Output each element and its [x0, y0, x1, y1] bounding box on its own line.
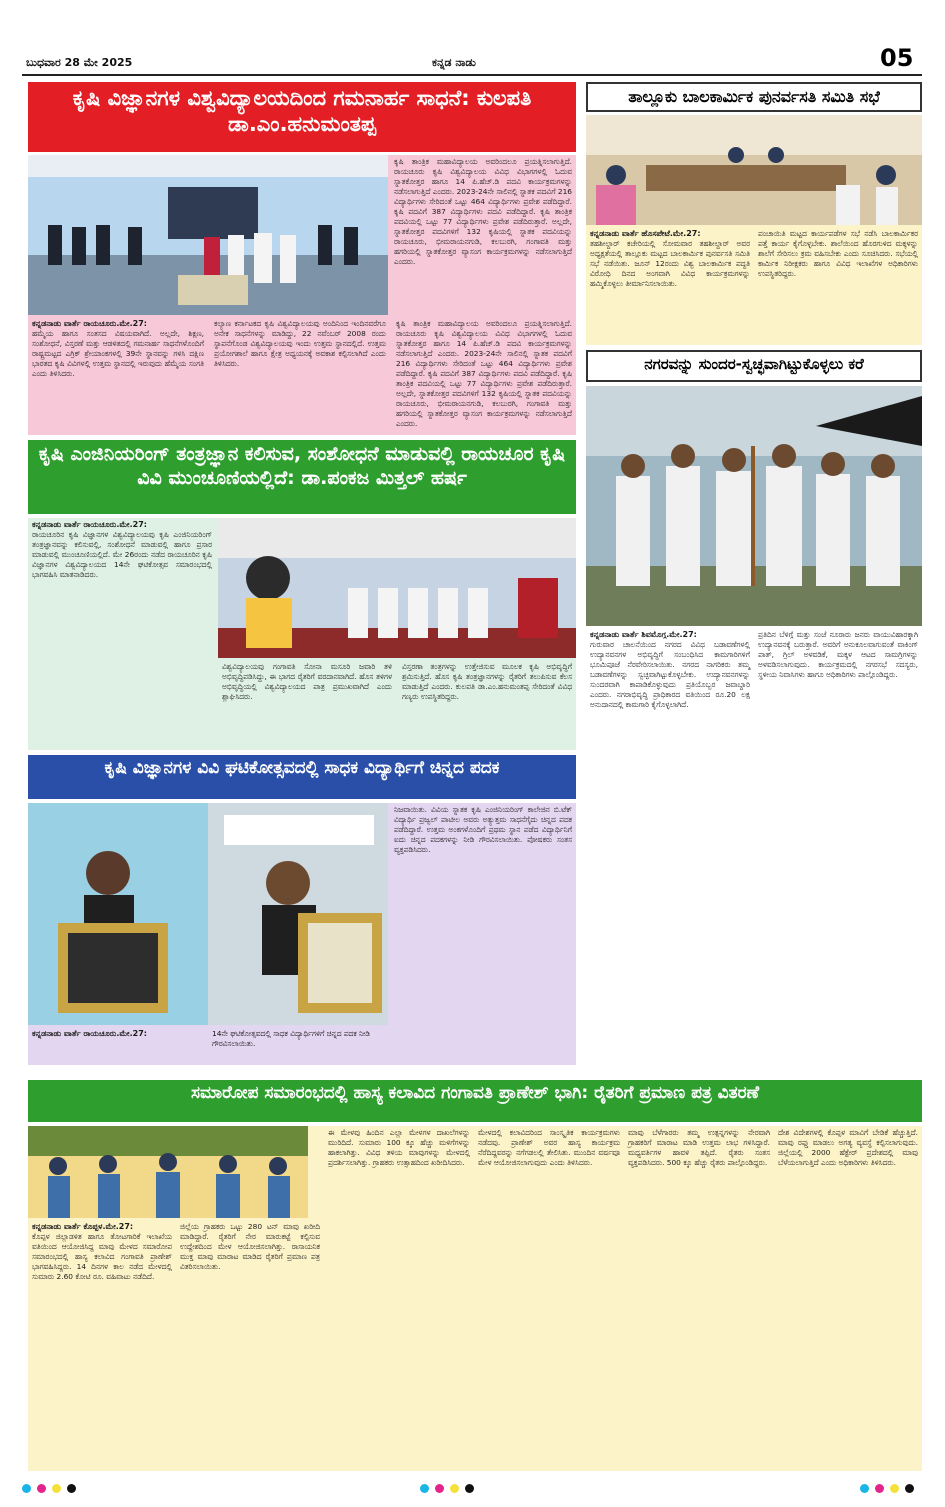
story1-col4: ಕೃಷಿ ತಾಂತ್ರಿಕ ಮಹಾವಿದ್ಯಾಲಯ ಅವರಿಂದಲೂ ಪ್ರಯತ್ನಿಸಲಾಗುತ್ತಿದೆ. ರಾಯಚೂರು ಕೃಷಿ ವಿಶ್ವವಿದ್ಯಾಲಯ ವಿವಿಧ ವಿಭಾಗಗಳಲ್ಲಿ ಓದುವ ಸ್ನಾತಕೋತ್ತರ ಹಾಗೂ 14 ಪಿ.ಹೆಚ್.ಡಿ ಪದವಿ ಕಾರ್ಯಕ್ರಮಗಳನ್ನು ನಡೆಸಲಾಗುತ್ತಿದೆ ಎಂದರು. 2023-24ನೇ ಸಾಲಿನಲ್ಲಿ ಸ್ನಾತಕ ಪದವಿಗೆ 216 ವಿದ್ಯಾರ್ಥಿಗಳು ಸೇರಿದಂತೆ ಒಟ್ಟು 464 ವಿದ್ಯಾರ್ಥಿಗಳು ಪ್ರವೇಶ ಪಡೆದಿದ್ದಾರೆ. ಕೃಷಿ ಪದವಿಗೆ 387 ವಿದ್ಯಾರ್ಥಿಗಳು ಪದವಿ ಪಡೆದಿದ್ದಾರೆ. ಕೃಷಿ ತಾಂತ್ರಿಕ ಪದವಿಯಲ್ಲಿ ಒಟ್ಟು 77 ವಿದ್ಯಾರ್ಥಿಗಳು ಪ್ರವೇಶ ಪಡೆದಿರುತ್ತಾರೆ. ಅಲ್ಲದೇ, ಸ್ನಾತಕೋತ್ತರ ಪದವಿಗಳಿಗೆ 132 ಕೃಷಿಯಲ್ಲಿ ಸ್ನಾತಕ ಪದವಿಯನ್ನು ರಾಯಚೂರು, ಭೀಮರಾಯನಗುಡಿ, ಕಲಬುರಗಿ, ಗಂಗಾವತಿ ಮತ್ತು ಹಗರಿಯಲ್ಲಿ ಸ್ನಾತಕೋತ್ತರ ವ್ಯಾಸಂಗ ಕಾರ್ಯಕ್ರಮಗಳನ್ನು ನಡೆಸಲಾಗುತ್ತಿದೆ ಎಂದರು.: [396, 319, 572, 428]
story6-panel: [28, 1126, 922, 1471]
story1-col1: ಕೃಷಿ ತಾಂತ್ರಿಕ ಮಹಾವಿದ್ಯಾಲಯ ಅವರಿಂದಲೂ ಪ್ರಯತ್ನಿಸಲಾಗುತ್ತಿದೆ. ರಾಯಚೂರು ಕೃಷಿ ವಿಶ್ವವಿದ್ಯಾಲಯ ವಿವಿಧ ವಿಭಾಗಗಳಲ್ಲಿ ಓದುವ ಸ್ನಾತಕೋತ್ತರ ಹಾಗೂ 14 ಪಿ.ಹೆಚ್.ಡಿ ಪದವಿ ಕಾರ್ಯಕ್ರಮಗಳನ್ನು ನಡೆಸಲಾಗುತ್ತಿದೆ ಎಂದರು. 2023-24ನೇ ಸಾಲಿನಲ್ಲಿ ಸ್ನಾತಕ ಪದವಿಗೆ 216 ವಿದ್ಯಾರ್ಥಿಗಳು ಸೇರಿದಂತೆ ಒಟ್ಟು 464 ವಿದ್ಯಾರ್ಥಿಗಳು ಪ್ರವೇಶ ಪಡೆದಿದ್ದಾರೆ. ಕೃಷಿ ಪದವಿಗೆ 387 ವಿದ್ಯಾರ್ಥಿಗಳು ಪದವಿ ಪಡೆದಿದ್ದಾರೆ. ಕೃಷಿ ತಾಂತ್ರಿಕ ಪದವಿಯಲ್ಲಿ ಒಟ್ಟು 77 ವಿದ್ಯಾರ್ಥಿಗಳು ಪ್ರವೇಶ ಪಡೆದಿರುತ್ತಾರೆ. ಅಲ್ಲದೇ, ಸ್ನಾತಕೋತ್ತರ ಪದವಿಗಳಿಗೆ 132 ಕೃಷಿಯಲ್ಲಿ ಸ್ನಾತಕ ಪದವಿಯನ್ನು ರಾಯಚೂರು, ಭೀಮರಾಯನಗುಡಿ, ಕಲಬುರಗಿ, ಗಂಗಾವತಿ ಮತ್ತು ಹಗರಿಯಲ್ಲಿ ಸ್ನಾತಕೋತ್ತರ ವ್ಯಾಸಂಗ ಕಾರ್ಯಕ್ರಮಗಳನ್ನು ನಡೆಸಲಾಗುತ್ತಿದೆ ಎಂದರು.: [394, 157, 572, 266]
story6-col2: ಜಿಲ್ಲೆಯ ಗ್ರಾಹಕರು ಒಟ್ಟು 280 ಟನ್ ಮಾವು ಖರೀದಿ ಮಾಡಿದ್ದಾರೆ. ರೈತರಿಗೆ ನೇರ ಮಾರುಕಟ್ಟೆ ಕಲ್ಪಿಸುವ ಉದ್ದೇಶದಿಂದ ಮೇಳ ಆಯೋಜಿಸಲಾಗಿತ್ತು. ರಾಸಾಯನಿಕ ಮುಕ್ತ ಮಾವು ಮಾರಾಟ ಮಾಡಿದ ರೈತರಿಗೆ ಪ್ರಮಾಣ ಪತ್ರ ವಿತರಿಸಲಾಯಿತು.: [180, 1222, 320, 1271]
story6-col5: ಮಾವು ಬೆಳೆಗಾರರು ತಮ್ಮ ಉತ್ಪನ್ನಗಳನ್ನು ನೇರವಾಗಿ ಗ್ರಾಹಕರಿಗೆ ಮಾರಾಟ ಮಾಡಿ ಉತ್ತಮ ಲಾಭ ಗಳಿಸಿದ್ದಾರೆ. ಮಧ್ಯವರ್ತಿಗಳ ಹಾವಳಿ ತಪ್ಪಿದೆ. ರೈತರು ಸಂತಸ ವ್ಯಕ್ತಪಡಿಸಿದರು. 500 ಕ್ಕೂ ಹೆಚ್ಚು ರೈತರು ಪಾಲ್ಗೊಂಡಿದ್ದರು.: [628, 1128, 770, 1167]
story1-col2: [28, 317, 208, 435]
story2-col1: [586, 227, 754, 345]
page-number: 05: [880, 44, 914, 72]
story1-photo: [28, 155, 388, 315]
story3-headline: ನಗರವನ್ನು ಸುಂದರ-ಸ್ವಚ್ಛವಾಗಿಟ್ಟುಕೊಳ್ಳಲು ಕರೆ: [586, 350, 922, 382]
story4-byline: ಕನ್ನಡನಾಡು ವಾರ್ತೆ ರಾಯಚೂರು.ಮೇ.27:: [32, 520, 147, 529]
story1-panel: [28, 155, 576, 435]
cyan-dot: [22, 1484, 31, 1493]
story5-photo-art: [28, 803, 388, 1025]
cyan-dot: [860, 1484, 869, 1493]
story5-caption: 14ನೇ ಘಟಿಕೋತ್ಸವದಲ್ಲಿ ಸಾಧಕ ವಿದ್ಯಾರ್ಥಿಗಳಿಗೆ ಚಿನ್ನದ ಪದಕ ನೀಡಿ ಗೌರವಿಸಲಾಯಿತು.: [212, 1029, 370, 1048]
story6-col6: ದೇಶ ವಿದೇಶಗಳಲ್ಲಿ ಕೊಪ್ಪಳ ಮಾವಿಗೆ ಬೇಡಿಕೆ ಹೆಚ್ಚುತ್ತಿದೆ. ಮಾವು ರಫ್ತು ಮಾಡಲು ಅಗತ್ಯ ವ್ಯವಸ್ಥೆ ಕಲ್ಪಿಸಲಾಗುವುದು. ಜಿಲ್ಲೆಯಲ್ಲಿ 2000 ಹೆಕ್ಟೇರ್ ಪ್ರದೇಶದಲ್ಲಿ ಮಾವು ಬೆಳೆಯಲಾಗುತ್ತಿದೆ ಎಂದು ಅಧಿಕಾರಿಗಳು ತಿಳಿಸಿದರು.: [778, 1128, 918, 1167]
yellow-dot: [52, 1484, 61, 1493]
story1-photo-art: [28, 155, 388, 315]
story2-photo: [586, 115, 922, 225]
story2-byline: ಕನ್ನಡನಾಡು ವಾರ್ತೆ ಹೊಸಪೇಟೆ.ಮೇ.27:: [590, 229, 701, 238]
story3-col1: [586, 628, 754, 1066]
magenta-dot: [435, 1484, 444, 1493]
registration-marks-left: [22, 1484, 76, 1493]
story2-headline: ತಾಲ್ಲೂಕು ಬಾಲಕಾರ್ಮಿಕ ಪುನರ್ವಸತಿ ಸಮಿತಿ ಸಭೆ: [586, 82, 922, 112]
story2-panel: [586, 115, 922, 345]
story6-photo-art: [28, 1126, 308, 1218]
story4-photo-art: [218, 518, 576, 658]
magenta-dot: [37, 1484, 46, 1493]
story6-photo: [28, 1126, 308, 1218]
story2-photo-art: [586, 115, 922, 225]
story4-panel: [28, 518, 576, 750]
magenta-dot: [875, 1484, 884, 1493]
story4-col1-text: ರಾಯಚೂರಿನ ಕೃಷಿ ವಿಜ್ಞಾನಗಳ ವಿಶ್ವವಿದ್ಯಾಲಯವು ಕೃಷಿ ಎಂಜಿನಿಯರಿಂಗ್ ತಂತ್ರಜ್ಞಾನವನ್ನು ಕಲಿಸುವಲ್ಲಿ, ಸಂಶೋಧನೆ ಮಾಡುವಲ್ಲಿ ಹಾಗೂ ಪ್ರಸಾರ ಮಾಡುವಲ್ಲಿ ಮುಂಚೂಣಿಯಲ್ಲಿದೆ. ಮೇ 26ರಂದು ನಡೆದ ರಾಯಚೂರಿನ ಕೃಷಿ ವಿಜ್ಞಾನಗಳ ವಿಶ್ವವಿದ್ಯಾಲಯದ 14ನೇ ಘಟಿಕೋತ್ಸವ ಸಮಾರಂಭದಲ್ಲಿ ಭಾಗವಹಿಸಿ ಮಾತನಾಡಿದರು.: [32, 530, 212, 579]
story3-photo: [586, 386, 922, 626]
story6-col1-text: ಕೊಪ್ಪಳ ಜಿಲ್ಲಾಡಳಿತ ಹಾಗೂ ತೋಟಗಾರಿಕೆ ಇಲಾಖೆಯ ವತಿಯಿಂದ ಆಯೋಜಿಸಿದ್ದ ಮಾವು ಮೇಳದ ಸಮಾರೋಪ ಸಮಾರಂಭದಲ್ಲಿ ಹಾಸ್ಯ ಕಲಾವಿದ ಗಂಗಾವತಿ ಪ್ರಾಣೇಶ್ ಭಾಗವಹಿಸಿದ್ದರು. 14 ದಿನಗಳ ಕಾಲ ನಡೆದ ಮೇಳದಲ್ಲಿ ಸುಮಾರು 2.60 ಕೋಟಿ ರೂ. ವಹಿವಾಟು ನಡೆದಿದೆ.: [32, 1232, 172, 1281]
story1-headline: ಕೃಷಿ ವಿಜ್ಞಾನಗಳ ವಿಶ್ವವಿದ್ಯಾಲಯದಿಂದ ಗಮನಾರ್ಹ ಸಾಧನೆ: ಕುಲಪತಿ ಡಾ.ಎಂ.ಹನುಮಂತಪ್ಪ: [28, 82, 576, 152]
issue-date: ಬುಧವಾರ 28 ಮೇ 2025: [26, 56, 133, 69]
cyan-dot: [420, 1484, 429, 1493]
story1-col3: ಕಲ್ಯಾಣ ಕರ್ನಾಟಕದ ಕೃಷಿ ವಿಶ್ವವಿದ್ಯಾಲಯವು ಅಂದಿನಿಂದ ಇಂದಿನವರೆಗೂ ಅನೇಕ ಸಾಧನೆಗಳನ್ನು ಮಾಡಿದ್ದು, 22 ನವೆಂಬರ್ 2008 ರಂದು ಸ್ಥಾಪನೆಗೊಂಡ ವಿಶ್ವವಿದ್ಯಾಲಯವು ಇಂದು ಉತ್ತಮ ಸ್ಥಾನದಲ್ಲಿದೆ. ಉತ್ತಮ ಪ್ರಯೋಗಶಾಲೆ ಹಾಗೂ ಕ್ಷೇತ್ರ ಅಧ್ಯಯನಕ್ಕೆ ಅವಕಾಶ ಕಲ್ಪಿಸಲಾಗಿದೆ ಎಂದು ತಿಳಿಸಿದರು.: [214, 319, 386, 368]
story6-col4: ಮೇಳದಲ್ಲಿ ಕಲಾವಿದರಿಂದ ಸಾಂಸ್ಕೃತಿಕ ಕಾರ್ಯಕ್ರಮಗಳು ನಡೆದವು. ಪ್ರಾಣೇಶ್ ಅವರ ಹಾಸ್ಯ ಕಾರ್ಯಕ್ರಮ ನೆರೆದಿದ್ದವರನ್ನು ನಗೆಗಡಲಲ್ಲಿ ತೇಲಿಸಿತು. ಮುಂದಿನ ವರ್ಷವೂ ಮೇಳ ಆಯೋಜಿಸಲಾಗುವುದು ಎಂದು ತಿಳಿಸಿದರು.: [478, 1128, 620, 1167]
story3-col2: ಪ್ರತಿದಿನ ಬೆಳಿಗ್ಗೆ ಮತ್ತು ಸಂಜೆ ನೂರಾರು ಜನರು ವಾಯುವಿಹಾರಕ್ಕಾಗಿ ಉದ್ಯಾನವನಕ್ಕೆ ಬರುತ್ತಾರೆ. ಅವರಿಗೆ ಅನುಕೂಲವಾಗುವಂತೆ ವಾಕಿಂಗ್ ಪಾತ್, ಗ್ರಿಲ್ ಅಳವಡಿಕೆ, ಮಕ್ಕಳ ಆಟದ ಸಾಮಗ್ರಿಗಳನ್ನು ಅಳವಡಿಸಲಾಗುವುದು. ಕಾರ್ಯಕ್ರಮದಲ್ಲಿ ನಗರಸಭೆ ಸದಸ್ಯರು, ಸ್ಥಳೀಯ ನಿವಾಸಿಗಳು ಹಾಗೂ ಅಧಿಕಾರಿಗಳು ಪಾಲ್ಗೊಂಡಿದ್ದರು.: [758, 630, 918, 679]
story3-byline: ಕನ್ನಡನಾಡು ವಾರ್ತೆ ಶಿವಮೊಗ್ಗ.ಮೇ.27:: [590, 630, 697, 639]
page-header: [22, 46, 922, 76]
story3-panel: [586, 386, 922, 1066]
story5-byline-box: [28, 1027, 208, 1065]
masthead: ಕನ್ನಡ ನಾಡು: [432, 56, 476, 69]
story6-byline: ಕನ್ನಡನಾಡು ವಾರ್ತೆ ಕೊಪ್ಪಳ.ಮೇ.27:: [32, 1222, 134, 1231]
story5-photo: [28, 803, 388, 1025]
story4-photo: [218, 518, 576, 658]
black-dot: [67, 1484, 76, 1493]
story1-col2-text: ಹಮ್ಮೆಯ ಹಾಗೂ ಸಂತಸದ ವಿಷಯವಾಗಿದೆ. ಅಲ್ಲದೇ, ಶಿಕ್ಷಣ, ಸಂಶೋಧನೆ, ವಿಸ್ತರಣೆ ಮತ್ತು ಆಡಳಿತದಲ್ಲಿ ಗಮನಾರ್ಹ ಸಾಧನೆಗಳೊಂದಿಗೆ ರಾಷ್ಟ್ರಮಟ್ಟದ ಎಗ್ರಿಕ್ ಶ್ರೇಯಾಂಕಗಳಲ್ಲಿ 39ನೇ ಸ್ಥಾನವನ್ನು ಗಳಿಸಿ ದಕ್ಷಿಣ ಭಾರತದ ಕೃಷಿ ವಿವಿಗಳಲ್ಲಿ ಉತ್ತಮ ಸ್ಥಾನದಲ್ಲಿ ಇರುವುದು ಹೆಮ್ಮೆಯ ಸಂಗತಿ ಎಂದು ತಿಳಿಸಿದರು.: [32, 329, 204, 378]
story2-col1-text: ತಹಶೀಲ್ದಾರ್ ಕಚೇರಿಯಲ್ಲಿ ಸೋಮವಾರ ತಹಶೀಲ್ದಾರ್ ಅವರ ಅಧ್ಯಕ್ಷತೆಯಲ್ಲಿ ತಾಲ್ಲೂಕು ಮಟ್ಟದ ಬಾಲಕಾರ್ಮಿಕ ಪುನರ್ವಸತಿ ಸಮಿತಿ ಸಭೆ ನಡೆಯಿತು. ಜೂನ್ 12ರಂದು ವಿಶ್ವ ಬಾಲಕಾರ್ಮಿಕ ಪದ್ಧತಿ ವಿರೋಧಿ ದಿನದ ಅಂಗವಾಗಿ ವಿವಿಧ ಕಾರ್ಯಕ್ರಮಗಳನ್ನು ಹಮ್ಮಿಕೊಳ್ಳಲು ತೀರ್ಮಾನಿಸಲಾಯಿತು.: [590, 239, 750, 288]
story1-byline: ಕನ್ನಡನಾಡು ವಾರ್ತೆ ರಾಯಚೂರು.ಮೇ.27:: [32, 319, 147, 328]
story5-headline: ಕೃಷಿ ವಿಜ್ಞಾನಗಳ ವಿವಿ ಘಟಿಕೋತ್ಸವದಲ್ಲಿ ಸಾಧಕ ವಿದ್ಯಾರ್ಥಿಗೆ ಚಿನ್ನದ ಪದಕ: [28, 755, 576, 799]
registration-marks-right: [860, 1484, 914, 1493]
story4-headline: ಕೃಷಿ ಎಂಜಿನಿಯರಿಂಗ್ ತಂತ್ರಜ್ಞಾನ ಕಲಿಸುವ, ಸಂಶೋಧನೆ ಮಾಡುವಲ್ಲಿ ರಾಯಚೂರ ಕೃಷಿ ವಿವಿ ಮುಂಚೂಣಿಯಲ್ಲಿದೆ: ಡಾ.ಪಂಕಜ ಮಿತ್ತಲ್ ಹರ್ಷ: [28, 440, 576, 514]
yellow-dot: [890, 1484, 899, 1493]
black-dot: [465, 1484, 474, 1493]
yellow-dot: [450, 1484, 459, 1493]
story5-panel: [28, 803, 576, 1065]
story4-col1: [28, 518, 216, 750]
black-dot: [905, 1484, 914, 1493]
story3-col1-text: ಗುರುವಾರ ಚಾಲನೆಯಿಂದ ನಗರದ ವಿವಿಧ ಬಡಾವಣೆಗಳಲ್ಲಿ ಉದ್ಯಾನವನಗಳ ಅಭಿವೃದ್ಧಿಗೆ ಸಂಬಂಧಿಸಿದ ಕಾಮಗಾರಿಗಳಿಗೆ ಭೂಮಿಪೂಜೆ ನೆರವೇರಿಸಲಾಯಿತು. ನಗರದ ನಾಗರಿಕರು ತಮ್ಮ ಬಡಾವಣೆಗಳನ್ನು ಸ್ವಚ್ಛವಾಗಿಟ್ಟುಕೊಳ್ಳಬೇಕು. ಉದ್ಯಾನವನಗಳನ್ನು ಸುಂದರವಾಗಿ ಕಾಪಾಡಿಕೊಳ್ಳುವುದು ಪ್ರತಿಯೊಬ್ಬರ ಜವಾಬ್ದಾರಿ ಎಂದರು. ನಗರಾಭಿವೃದ್ಧಿ ಪ್ರಾಧಿಕಾರದ ವತಿಯಿಂದ ರೂ.20 ಲಕ್ಷ ಅನುದಾನದಲ್ಲಿ ಕಾಮಗಾರಿ ಕೈಗೊಳ್ಳಲಾಗಿದೆ.: [590, 640, 750, 709]
story6-col3: ಈ ಮೇಳವು ಹಿಂದಿನ ಎಲ್ಲಾ ಮೇಳಗಳ ದಾಖಲೆಗಳನ್ನು ಮುರಿದಿದೆ. ಸುಮಾರು 100 ಕ್ಕೂ ಹೆಚ್ಚು ಮಳಿಗೆಗಳನ್ನು ಹಾಕಲಾಗಿತ್ತು. ವಿವಿಧ ತಳಿಯ ಮಾವುಗಳನ್ನು ಮೇಳದಲ್ಲಿ ಪ್ರದರ್ಶಿಸಲಾಗಿತ್ತು. ಗ್ರಾಹಕರು ಉತ್ಸಾಹದಿಂದ ಖರೀದಿಸಿದರು.: [328, 1128, 470, 1167]
story3-photo-art: [586, 386, 922, 626]
story6-col1: [28, 1220, 176, 1471]
story2-col2: ಪಂಚಾಯಿತಿ ಮಟ್ಟದ ಕಾರ್ಯಪಡೆಗಳ ಸಭೆ ನಡೆಸಿ ಬಾಲಕಾರ್ಮಿಕರ ಪತ್ತೆ ಕಾರ್ಯ ಕೈಗೊಳ್ಳಬೇಕು. ಶಾಲೆಯಿಂದ ಹೊರಗುಳಿದ ಮಕ್ಕಳನ್ನು ಶಾಲೆಗೆ ಸೇರಿಸಲು ಕ್ರಮ ವಹಿಸಬೇಕು ಎಂದು ಸೂಚಿಸಿದರು. ಸಭೆಯಲ್ಲಿ ಕಾರ್ಮಿಕ ನಿರೀಕ್ಷಕರು ಹಾಗೂ ವಿವಿಧ ಇಲಾಖೆಗಳ ಅಧಿಕಾರಿಗಳು ಉಪಸ್ಥಿತರಿದ್ದರು.: [758, 229, 918, 278]
story5-byline: ಕನ್ನಡನಾಡು ವಾರ್ತೆ ರಾಯಚೂರು.ಮೇ.27:: [32, 1029, 147, 1038]
registration-marks-center: [420, 1484, 474, 1493]
story4-col3: ವಿಸ್ತರಣಾ ತಂತ್ರಗಳನ್ನು ಉತ್ತೇಜಿಸುವ ಮೂಲಕ ಕೃಷಿ ಅಭಿವೃದ್ಧಿಗೆ ಶ್ರಮಿಸುತ್ತಿದೆ. ಹೊಸ ಕೃಷಿ ತಂತ್ರಜ್ಞಾನಗಳನ್ನು ರೈತರಿಗೆ ತಲುಪಿಸುವ ಕೆಲಸ ಮಾಡುತ್ತಿದೆ ಎಂದರು. ಕುಲಪತಿ ಡಾ.ಎಂ.ಹನುಮಂತಪ್ಪ ಸೇರಿದಂತೆ ವಿವಿಧ ಗಣ್ಯರು ಉಪಸ್ಥಿತರಿದ್ದರು.: [402, 662, 572, 701]
story6-headline: ಸಮಾರೋಪ ಸಮಾರಂಭದಲ್ಲಿ ಹಾಸ್ಯ ಕಲಾವಿದ ಗಂಗಾವತಿ ಪ್ರಾಣೇಶ್ ಭಾಗಿ: ರೈತರಿಗೆ ಪ್ರಮಾಣ ಪತ್ರ ವಿತರಣೆ: [28, 1080, 922, 1122]
story5-col1: ನಿಜವಾಯಿತು. ವಿವಿಯ ಸ್ನಾತಕ ಕೃಷಿ ಎಂಜಿನಿಯರಿಂಗ್ ಕಾಲೇಜಿನ ಬಿ.ಟೆಕ್ ವಿದ್ಯಾರ್ಥಿ ಪ್ರಜ್ವಲ್ ಪಾಟೀಲ ಅವರು ಅತ್ಯುತ್ತಮ ಸಾಧನೆಗೈದು ಚಿನ್ನದ ಪದಕ ಪಡೆದಿದ್ದಾರೆ. ಉತ್ತಮ ಅಂಕಗಳೊಂದಿಗೆ ಪ್ರಥಮ ಸ್ಥಾನ ಪಡೆದ ವಿದ್ಯಾರ್ಥಿನಿಗೆ ಐದು ಚಿನ್ನದ ಪದಕಗಳನ್ನು ನೀಡಿ ಗೌರವಿಸಲಾಯಿತು. ಪೋಷಕರು ಸಂತಸ ವ್ಯಕ್ತಪಡಿಸಿದರು.: [394, 805, 572, 854]
story4-col2: ವಿಶ್ವವಿದ್ಯಾಲಯವು ಗಂಗಾವತಿ ಸೋನಾ ಮಸೂರಿ ಜವಾರಿ ತಳಿ ಅಭಿವೃದ್ಧಿಪಡಿಸಿದ್ದು, ಈ ಭಾಗದ ರೈತರಿಗೆ ವರದಾನವಾಗಿದೆ. ಹೊಸ ತಳಿಗಳ ಅಭಿವೃದ್ಧಿಯಲ್ಲಿ ವಿಶ್ವವಿದ್ಯಾಲಯದ ಪಾತ್ರ ಪ್ರಮುಖವಾಗಿದೆ ಎಂದು ಶ್ಲಾಘಿಸಿದರು.: [222, 662, 392, 701]
